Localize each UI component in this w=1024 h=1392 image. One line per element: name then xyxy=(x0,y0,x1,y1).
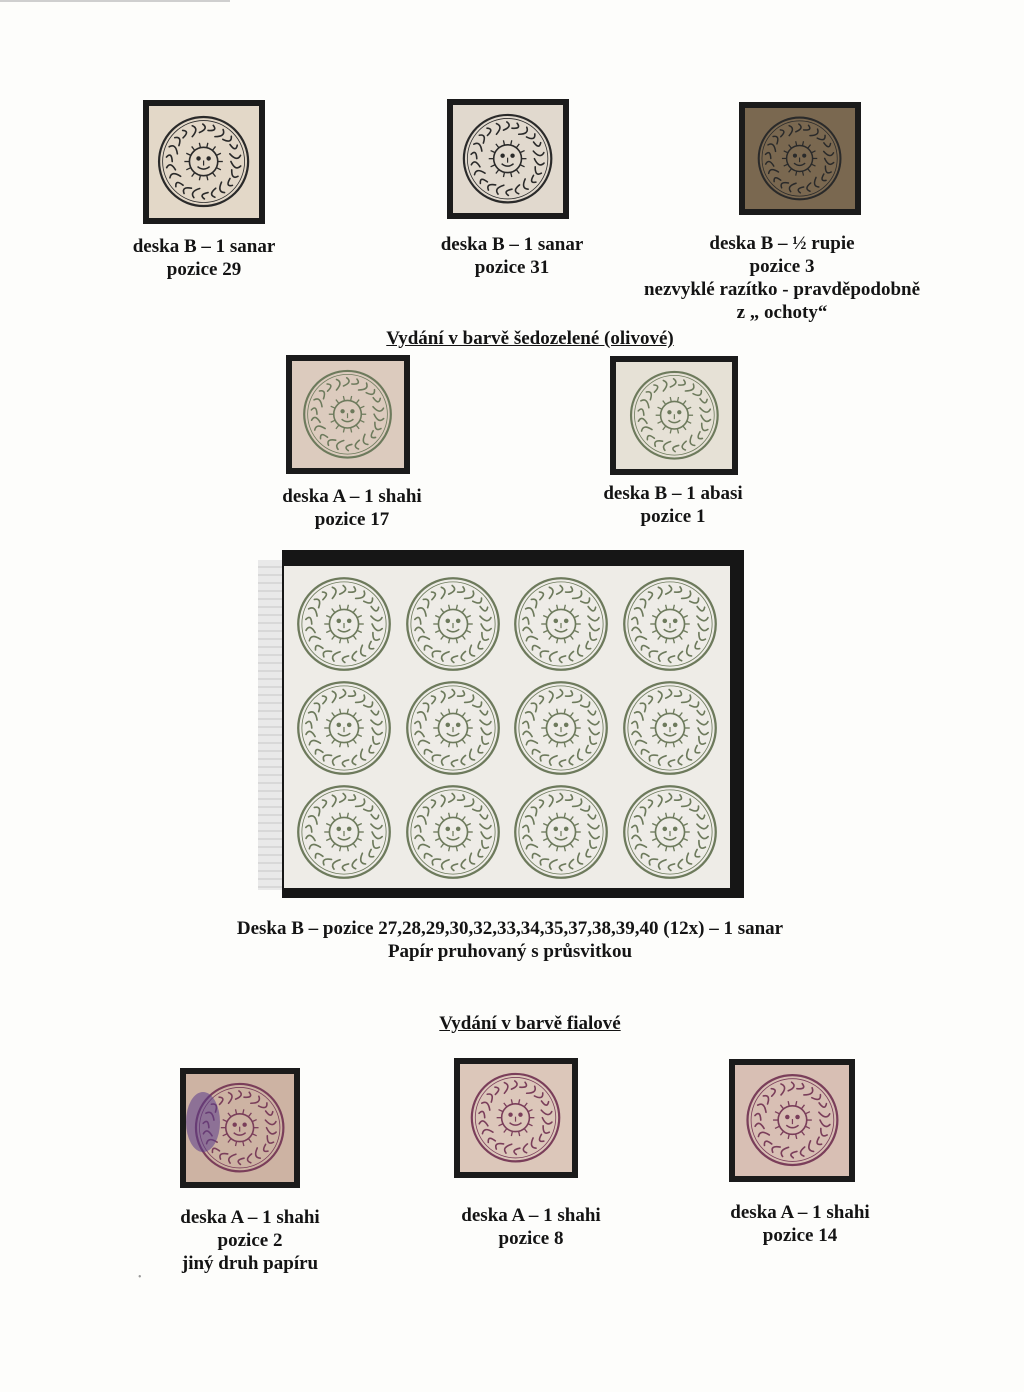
caption-olive-1: deska A – 1 shahi pozice 17 xyxy=(282,486,422,530)
block-sheet xyxy=(284,566,730,888)
lion-seal-icon xyxy=(618,676,722,780)
scan-speck: • xyxy=(138,1272,142,1283)
block-stamp xyxy=(399,572,508,676)
lion-seal-icon xyxy=(464,1068,567,1167)
block-stamp xyxy=(507,572,616,676)
block-stamp xyxy=(507,676,616,780)
caption-block: Deska B – pozice 27,28,29,30,32,33,34,35,37,38,39,40 (12x) – 1 sanar Papír pruhovaný s průsvitkou xyxy=(236,918,784,962)
lion-seal-icon xyxy=(457,109,558,208)
stamp-olive-1-abasi-pos-1 xyxy=(610,356,738,475)
lion-seal-icon xyxy=(509,676,613,780)
lion-seal-icon xyxy=(292,780,396,884)
stamp-block-12 xyxy=(258,550,744,898)
caption-black-3: deska B – ½ rupie pozice 3 nezvyklé razítko - pravděpodobně z „ ochoty“ xyxy=(643,233,921,323)
lion-seal-icon xyxy=(292,676,396,780)
lion-seal-icon xyxy=(153,110,254,213)
lion-seal-icon xyxy=(401,780,505,884)
lion-seal-icon xyxy=(621,366,728,464)
caption-violet-2: deska A – 1 shahi pozice 8 xyxy=(461,1205,601,1249)
block-stamp xyxy=(290,780,399,884)
caption-olive-2: deska B – 1 abasi pozice 1 xyxy=(603,483,743,527)
block-stamp xyxy=(616,676,725,780)
caption-black-2: deska B – 1 sanar pozice 31 xyxy=(440,234,584,278)
stamp-olive-1-shahi-pos-17 xyxy=(286,355,410,474)
lion-seal-icon xyxy=(618,780,722,884)
lion-seal-icon xyxy=(509,572,613,676)
block-stamp xyxy=(507,780,616,884)
lion-seal-icon xyxy=(740,1069,845,1171)
stamp-violet-1-shahi-pos-8 xyxy=(454,1058,578,1178)
lion-seal-icon xyxy=(401,572,505,676)
block-stamp xyxy=(616,780,725,884)
caption-violet-1: deska A – 1 shahi pozice 2 jiný druh papíru xyxy=(180,1207,320,1274)
block-stamp xyxy=(290,676,399,780)
stamp-black-1-sanar-pos-31 xyxy=(447,99,569,219)
lion-seal-icon xyxy=(401,676,505,780)
stamp-violet-1-shahi-pos-14 xyxy=(729,1059,855,1182)
heading-olive-issue: Vydání v barvě šedozelené (olivové) xyxy=(386,328,674,349)
caption-black-1: deska B – 1 sanar pozice 29 xyxy=(132,236,276,280)
block-stamp xyxy=(399,676,508,780)
block-stamp xyxy=(399,780,508,884)
block-stamp xyxy=(616,572,725,676)
block-stamp xyxy=(290,572,399,676)
lion-seal-icon xyxy=(296,365,399,463)
stamp-black-1-sanar-pos-29 xyxy=(143,100,265,224)
heading-violet-issue: Vydání v barvě fialové xyxy=(439,1013,621,1034)
lion-seal-icon xyxy=(509,780,613,884)
stamp-violet-1-shahi-pos-2 xyxy=(180,1068,300,1188)
lion-seal-icon xyxy=(292,572,396,676)
lion-seal-icon xyxy=(749,112,850,205)
stamp-black-half-rupie-pos-3 xyxy=(739,102,861,215)
cancellation-mark xyxy=(186,1092,220,1152)
scan-edge-rule xyxy=(0,0,230,2)
caption-violet-3: deska A – 1 shahi pozice 14 xyxy=(730,1202,870,1246)
lion-seal-icon xyxy=(618,572,722,676)
